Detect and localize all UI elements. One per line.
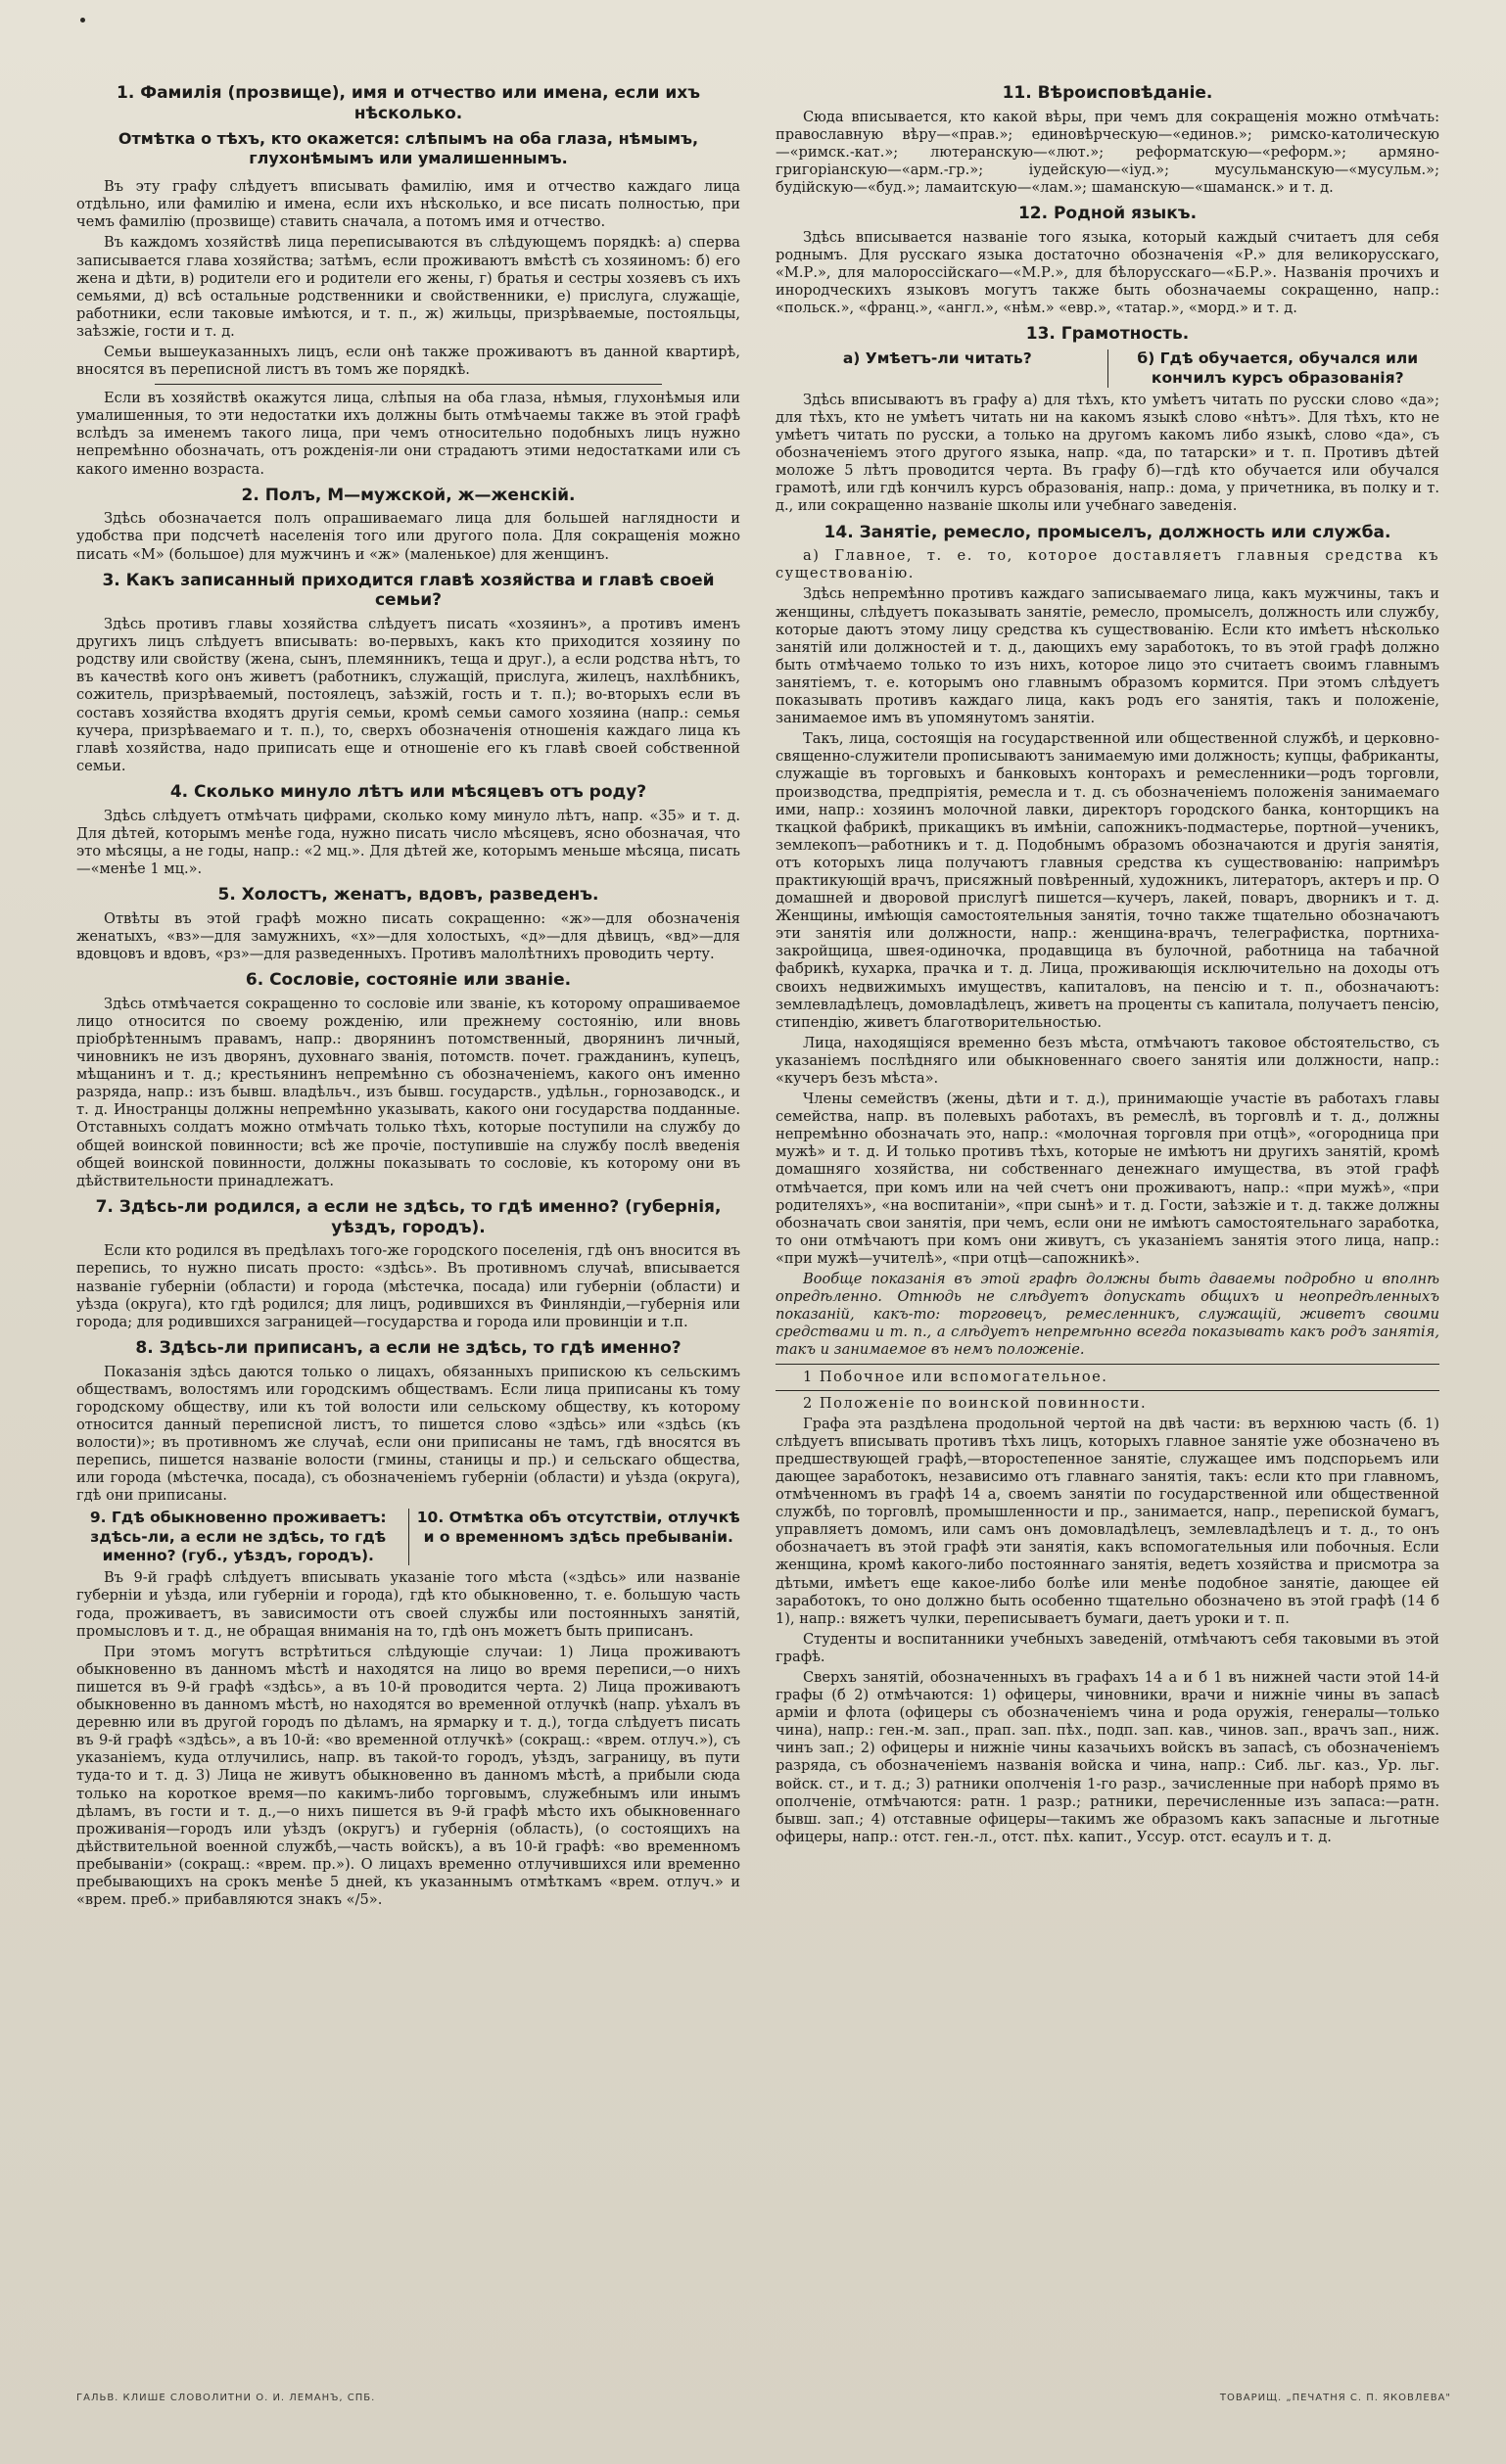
vertical-divider [408,1509,409,1565]
heading-3: 3. Какъ записанный приходится главѣ хозяйства и главѣ своей семьи? [102,570,715,611]
heading-1: 1. Фамилія (прозвище), имя и отчество или имена, если ихъ нѣсколько. [117,83,700,123]
heading-10: 10. Отмѣтка объ отсутствіи, отлучкѣ и о временномъ здѣсь пребываніи. [416,1509,740,1546]
paragraph: Сверхъ занятій, обозначенныхъ въ графахъ 14 а и б 1 въ нижней части этой 14-й графы (б 2) отмѣчаются: 1) офицеры, чиновники, врачи и нижніе чины въ запасѣ арміи и флота (офицеры съ обозначеніемъ чина и рода оружія, генералы—только чина), напр.: ген.-м. зап., прап. зап. пѣх., подп. зап. кав., чинов. зап., врачъ зап., ниж. чинъ зап.; 2) офицеры и нижніе чины казачьихъ войскъ въ запасѣ, съ обозначеніемъ разряда, съ обозначеніемъ названія войска и чина, напр.: Сиб. льг. каз., Ур. льг. войск. ст., и т. д.; 3) ратники ополченія 1-го разр., зачисленные при наборѣ прямо въ ополченіе, отмѣчаются: ратн. 1 разр.; ратники, перечисленные изъ запаса:—ратн. бывш. зап.; 4) отставные офицеры—такимъ же образомъ какъ запасные и льготные офицеры, напр.: отст. ген.-л., отст. пѣх. капит., Уссур. отст. есаулъ и т. д. [776,1669,1439,1845]
heading-13a: а) Умѣетъ-ли читать? [842,349,1032,368]
paragraph: Графа эта раздѣлена продольной чертой на двѣ части: въ верхнюю часть (б. 1) слѣдуетъ вписывать противъ тѣхъ лицъ, которыхъ главное занятіе уже обозначено въ предшествующей графѣ,—второстепенное занятіе, служащее имъ подспорьемъ или дающее заработокъ, независимо отъ главнаго занятія, такъ: если кто при главномъ, отмѣченномъ въ графѣ 14 а, своемъ занятіи по государственной или общественной службѣ, по торговлѣ, промышленности и пр., занимается, напр., перепиской бумагъ, управляетъ домомъ, или самъ онъ домовладѣлецъ, землевладѣлецъ и т. д., то онъ обозначаетъ въ этой графѣ эти занятія, какъ вспомогательныя или побочныя. Если женщина, кромѣ какого-либо постояннаго занятія, ведетъ хозяйства и присмотра за дѣтьми, имѣетъ еще какое-либо болѣе или менѣе подобное занятіе, дающее ей заработокъ, то оно должно быть особенно тщательно обозначено въ этой графѣ (14 б 1), напр.: вяжетъ чулки, переписываетъ бумаги, даетъ уроки и т. п. [776,1415,1439,1627]
paragraph: Здѣсь вписывается названіе того языка, который каждый считаетъ для себя роднымъ. Для русскаго языка достаточно обозначенія «Р.» для великорусскаго, «М.Р.», для малороссійскаго—«М.Р.», для бѣлорусскаго—«Б.Р.». Названія прочихъ и инородческихъ языковъ могутъ также быть обозначаемы сокращенно, напр.: «польск.», «франц.», «англ.», «нѣм.» «евр.», «татар.», «морд.» и т. д. [776,228,1439,317]
heading-5: 5. Холостъ, женатъ, вдовъ, разведенъ. [217,885,599,906]
paragraph: Отвѣты въ этой графѣ можно писать сокращенно: «ж»—для обозначенія женатыхъ, «вз»—для замужнихъ, «х»—для холостыхъ, «д»—для дѣвицъ, «вд»—для вдовцовъ и вдовъ, «рз»—для разведенныхъ. Противъ малолѣтнихъ проводить черту. [76,909,740,962]
divider [155,384,662,385]
heading-9-10 [76,1509,740,1565]
divider [776,1364,1439,1365]
paragraph: Показанія здѣсь даются только о лицахъ, обязанныхъ припискою къ сельскимъ обществамъ, волостямъ или городскимъ обществамъ. Если лица приписаны къ тому городскому обществу, или къ той волости или сельскому обществу, къ которому относится данный переписной листъ, то пишется слово «здѣсь» или «здѣсь (къ волости)»; въ противномъ же случаѣ, если они приписаны не тамъ, гдѣ вносятся въ перепись, пишется названіе волости (гмины, станицы и пр.) и сельскаго общества, или города (мѣстечка, посада), съ обозначеніемъ губерніи (области) и уѣзда (округа), гдѣ они приписаны. [76,1363,740,1505]
subsection-b2: 2 Положеніе по воинской повинности. [803,1394,1148,1412]
paragraph: При этомъ могутъ встрѣтиться слѣдующіе случаи: 1) Лица проживаютъ обыкновенно въ данномъ мѣстѣ и находятся на лицо во время переписи,—о нихъ пишется въ 9-й графѣ «здѣсь», а въ 10-й проводится черта. 2) Лица проживаютъ обыкновенно въ данномъ мѣстѣ, но находятся во временной отлучкѣ (напр. уѣхалъ въ деревню или въ другой городъ по дѣламъ, на ярмарку и т. д.), тогда слѣдуетъ писать въ 9-й графѣ «здѣсь», а въ 10-й: «во временной отлучкѣ» (сокращ.: «врем. отлуч.»), съ указаніемъ, куда отлучились, напр. въ такой-то городъ, уѣздъ, заграницу, въ пути туда-то и т. д. 3) Лица не живутъ обыкновенно въ данномъ мѣстѣ, а прибыли сюда только на короткое время—по какимъ-либо торговымъ, служебнымъ или инымъ дѣламъ, въ гости и т. д.,—о нихъ пишется въ 9-й графѣ мѣсто ихъ обыкновеннаго проживанія—городъ или уѣздъ (округъ) и губернія (область), (о состоящихъ на дѣйствительной военной службѣ,—часть войскъ), а въ 10-й графѣ: «во временномъ пребываніи» (сокращ.: «врем. пр.»). О лицахъ временно отлучившихся или временно пребывающихъ на срокъ менѣе 5 дней, къ указаннымъ отмѣткамъ «врем. отлуч.» и «врем. преб.» прибавляются знакъ «/5». [76,1643,740,1909]
paragraph: Здѣсь слѣдуетъ отмѣчать цифрами, сколько кому минуло лѣтъ, напр. «35» и т. д. Для дѣтей, которымъ менѣе года, нужно писать число мѣсяцевъ, ясно обозначая, что это мѣсяцы, а не годы, напр.: «2 мц.». Для дѣтей же, которымъ меньше мѣсяца, писать—«менѣе 1 мц.». [76,807,740,877]
heading-1b: Отмѣтка о тѣхъ, кто окажется: слѣпымъ на оба глаза, нѣмымъ, глухонѣмымъ или умалишеннымъ. [118,129,699,168]
heading-12: 12. Родной языкъ. [1017,204,1198,224]
footer-left: ГАЛЬВ. КЛИШЕ СЛОВОЛИТНИ О. И. ЛЕМАНЪ, СПБ. [76,2393,376,2403]
divider [776,1390,1439,1391]
paragraph: Здѣсь вписываютъ въ графу а) для тѣхъ, кто умѣетъ читать по русски слово «да»; для тѣхъ, кто не умѣетъ читать ни на какомъ языкѣ слово «нѣтъ». Для тѣхъ, кто не умѣетъ читать по русски, а только на другомъ какомъ либо языкѣ, слово «да», съ обозначеніемъ этого другого языка, напр. «да, по татарски» и т. п. Противъ дѣтей моложе 5 лѣтъ проводится черта. Въ графу б)—гдѣ кто обучается или обучался грамотѣ, или гдѣ кончилъ курсъ образованія, напр.: дома, у причетника, въ полку и т. д., или сокращенно названіе школы или учебнаго заведенія. [776,391,1439,515]
subsection-b1: 1 Побочное или вспомогательное. [803,1368,1108,1385]
heading-11: 11. Вѣроисповѣданіе. [1002,83,1213,103]
heading-13-subcolumns [776,349,1439,388]
heading-4: 4. Сколько минуло лѣтъ или мѣсяцевъ отъ роду? [169,781,647,802]
heading-6: 6. Сословіе, состояніе или званіе. [245,970,572,991]
heading-13b: б) Гдѣ обучается, обучался или кончилъ курсъ образованія? [1137,349,1419,387]
vertical-divider [1107,349,1108,388]
paragraph: Въ каждомъ хозяйствѣ лица переписываются въ слѣдующемъ порядкѣ: а) сперва записывается глава хозяйства; затѣмъ, если проживаютъ вмѣстѣ съ хозяиномъ: б) его жена и дѣти, в) родители его и родители его жены, г) братья и сестры хозяевъ съ ихъ семьями, д) всѣ остальные родственники и свойственники, е) прислуга, служащіе, работники, если таковые имѣются, и т. п., ж) жильцы, призрѣваемые, постояльцы, заѣзжіе, гости и т. д. [76,234,740,340]
heading-7: 7. Здѣсь-ли родился, а если не здѣсь, то гдѣ именно? (губернія, уѣздъ, городъ). [95,1196,722,1237]
paragraph: Въ 9-й графѣ слѣдуетъ вписывать указаніе того мѣста («здѣсь» или названіе губерніи и уѣзда, или губерніи и города), гдѣ кто обыкновенно, т. е. большую часть года, проживаетъ, въ зависимости отъ своей службы или постоянныхъ занятій, промысловъ и т. д., не обращая вниманія на то, гдѣ онъ можетъ быть приписанъ. [76,1569,740,1640]
heading-2: 2. Полъ, М—мужской, ж—женскій. [241,485,576,505]
paragraph: Лица, находящіяся временно безъ мѣста, отмѣчаютъ таковое обстоятельство, съ указаніемъ послѣдняго или обыкновеннаго своего занятія или должности, напр.: «кучеръ безъ мѣста». [776,1034,1439,1087]
paragraph: Такъ, лица, состоящія на государственной или общественной службѣ, и церковно-священно-служители прописываютъ занимаемую ими должность; купцы, фабриканты, служащіе въ торговыхъ и банковыхъ конторахъ и ремесленники—родъ торговли, производства, предпріятія, ремесла и т. д. съ обозначеніемъ положенія занимаемаго ими, напр.: хозяинъ молочной лавки, директоръ городского банка, конторщикъ на ткацкой фабрикѣ, прикащикъ въ имѣніи, сапожникъ-подмастерье, портной—ученикъ, землекопъ—работникъ и т. д. Подобнымъ образомъ обозначаются и другія занятія, отъ которыхъ лица получаютъ главныя средства къ существованію: напримѣръ практикующій врачъ, присяжный повѣренный, художникъ, литераторъ, актеръ и пр. О домашней и дворовой прислугѣ пишется—кучеръ, лакей, поваръ, дворникъ и т. д. Женщины, имѣющія самостоятельныя занятія, точно также тщательно обозначаютъ эти занятія или должности, напр.: женщина-врачъ, телеграфистка, портниха-закройщица, швея-одиночка, продавщица въ булочной, работница на табачной фабрикѣ, кухарка, прачка и т. д. Лица, проживающія исключительно на доходы отъ своихъ недвижимыхъ имуществъ, капиталовъ, на пенсію и т. п., обозначаютъ: землевладѣлецъ, домовладѣлецъ, живетъ на проценты съ капитала, получаетъ пенсію, стипендію, живетъ благотворительностью. [776,730,1439,1031]
paragraph: Здѣсь обозначается полъ опрашиваемаго лица для большей наглядности и удобства при подсчетѣ населенія того или другого пола. Для сокращенія можно писать «М» (большое) для мужчинъ и «ж» (маленькое) для женщинъ. [76,510,740,563]
paragraph: Если кто родился въ предѣлахъ того-же городского поселенія, гдѣ онъ вносится въ перепись, то нужно писать просто: «здѣсь». Въ противномъ случаѣ, вписывается названіе губерніи (области) и города (мѣстечка, посада) или губерніи (области) и уѣзда (округа), кто гдѣ родился; для лицъ, родившихся въ Финляндіи,—губернія или города; для родившихся заграницей—государства и города или провинціи и т.п. [76,1242,740,1330]
heading-8: 8. Здѣсь-ли приписанъ, а если не здѣсь, то гдѣ именно? [135,1337,682,1358]
footer [76,2393,1451,2403]
paragraph: Здѣсь непремѣнно противъ каждаго записываемаго лица, какъ мужчины, такъ и женщины, слѣдуетъ показывать занятіе, ремесло, промыселъ, должность или службу, которые даютъ этому лицу средства къ существованію. Если кто имѣетъ нѣсколько занятій или должностей и т. д., дающихъ ему заработокъ, то въ этой графѣ должно быть отмѣчаемо только то изъ нихъ, которое лицо это считаетъ своимъ главнымъ занятіемъ, т. е. которымъ оно главнымъ образомъ кормится. При этомъ слѣдуетъ показывать противъ каждаго лица, какъ родъ его занятія, такъ и положеніе, занимаемое имъ въ упомянутомъ занятіи. [776,585,1439,727]
ink-dot [80,18,85,23]
paragraph: Здѣсь отмѣчается сокращенно то сословіе или званіе, къ которому опрашиваемое лицо относится по своему рожденію, или прежнему состоянію, или вновь пріобрѣтеннымъ правамъ, напр.: дворянинъ потомственный, дворянинъ личный, чиновникъ не изъ дворянъ, духовнаго званія, потомств. почет. гражданинъ, купецъ, мѣщанинъ и т. д.; крестьянинъ непремѣнно съ обозначеніемъ, какого онъ именно разряда, напр.: изъ бывш. владѣльч., изъ бывш. государств., удѣльн., горнозаводск., и т. д. Иностранцы должны непремѣнно указывать, какого они государства подданные. Отставныхъ солдатъ можно отмѣчать только тѣхъ, которые поступили на службу до общей воинской повинности; всѣ же прочіе, поступившіе на службу послѣ введенія общей воинской повинности, должны показывать то сословіе, къ которому они въ дѣйствительности принадлежатъ. [76,995,740,1189]
heading-9: 9. Гдѣ обыкновенно проживаетъ: здѣсь-ли, а если не здѣсь, то гдѣ именно? (губ., уѣздъ, городъ). [89,1509,387,1565]
left-column [76,76,740,2318]
paragraph: Сюда вписывается, кто какой вѣры, при чемъ для сокращенія можно отмѣчать: православную вѣру—«прав.»; единовѣрческую—«единов.»; римско-католическую—«римск.-кат.»; лютеранскую—«лют.»; реформатскую—«реформ.»; армяно-григоріанскую—«арм.-гр.»; іудейскую—«іуд.»; мусульманскую—«мусульм.»; будійскую—«буд.»; ламаитскую—«лам.»; шаманскую—«шаманск.» и т. д. [776,108,1439,197]
right-column [776,76,1439,2318]
heading-14: 14. Занятіе, ремесло, промыселъ, должность или служба. [824,522,1391,542]
paragraph: Здѣсь противъ главы хозяйства слѣдуетъ писать «хозяинъ», а противъ именъ другихъ лицъ слѣдуетъ вписывать: во-первыхъ, какъ кто приходится хозяину по родству или свойству (жена, сынъ, племянникъ, теща и друг.), а если родства нѣтъ, то въ качествѣ кого онъ живетъ (работникъ, служащій, прислуга, жилецъ, нахлѣбникъ, сожитель, призрѣваемый, постоялецъ, заѣзжій, гость и т. п.); во-вторыхъ если въ составъ хозяйства входятъ другія семьи, кромѣ семьи самого хозяина (напр.: семья кучера, призрѣваемаго и т. п.), то, сверхъ обозначенія отношенія каждаго лица къ главѣ хозяйства, надо приписать еще и отношеніе его къ главѣ своей собственной семьи. [76,616,740,774]
columns [76,76,1451,2318]
paragraph: Студенты и воспитанники учебныхъ заведеній, отмѣчаютъ себя таковыми въ этой графѣ. [776,1630,1439,1665]
paragraph: Семьи вышеуказанныхъ лицъ, если онѣ также проживаютъ въ данной квартирѣ, вносятся въ переписной листъ въ томъ же порядкѣ. [76,343,740,379]
footer-right: ТОВАРИЩ. „ПЕЧАТНЯ С. П. ЯКОВЛЕВА" [1219,2393,1451,2403]
paragraph: Если въ хозяйствѣ окажутся лица, слѣпыя на оба глаза, нѣмыя, глухонѣмыя или умалишенныя, то эти недостатки ихъ должны быть отмѣчаемы также въ этой графѣ вслѣдъ за именемъ такого лица, при чемъ относительно подобныхъ лицъ нужно непремѣнно обозначать, отъ рожденія-ли они страдаютъ этими недостатками или съ какого именно возраста. [76,390,740,478]
paragraph: Въ эту графу слѣдуетъ вписывать фамилію, имя и отчество каждаго лица отдѣльно, или фамилію и имена, если ихъ нѣсколько, и все писать полностью, при чемъ фамилію (прозвище) ставить сначала, а потомъ имя и отчество. [76,178,740,231]
paragraph: Вообще показанія въ этой графѣ должны быть даваемы подробно и вполнѣ опредѣленно. Отнюдь не слѣдуетъ допускать общихъ и неопредѣленныхъ показаній, какъ-то: торговецъ, ремесленникъ, служащій, живетъ своими средствами и т. п., а слѣдуетъ непремѣнно всегда показывать какъ родъ занятія, такъ и занимаемое въ немъ положеніе. [776,1271,1439,1359]
paragraph: Члены семействъ (жены, дѣти и т. д.), принимающіе участіе въ работахъ главы семейства, напр. въ полевыхъ работахъ, въ ремеслѣ, въ торговлѣ и т. д., должны непремѣнно обозначать это, напр.: «молочная торговля при отцѣ», «огородница при мужѣ» и т. д. И только противъ тѣхъ, которые не имѣютъ ни другихъ занятій, кромѣ домашняго хозяйства, ни собственнаго денежнаго имущества, въ этой графѣ отмѣчается, при комъ или на чей счетъ они проживаютъ, напр.: «при мужѣ», «при родителяхъ», «на воспитаніи», «при сынѣ» и т. д. Гости, заѣзжіе и т. д. также должны обозначать свои занятія, при чемъ, если они не имѣютъ самостоятельнаго заработка, то они отмѣчаютъ при комъ они живутъ, съ указаніемъ занятія этого лица, напр.: «при мужѣ—учителѣ», «при отцѣ—сапожникѣ». [776,1091,1439,1267]
heading-13: 13. Грамотность. [1025,324,1190,345]
heading-14a: а) Главное, т. е. то, которое доставляетъ главныя средства къ существованію. [776,547,1439,582]
